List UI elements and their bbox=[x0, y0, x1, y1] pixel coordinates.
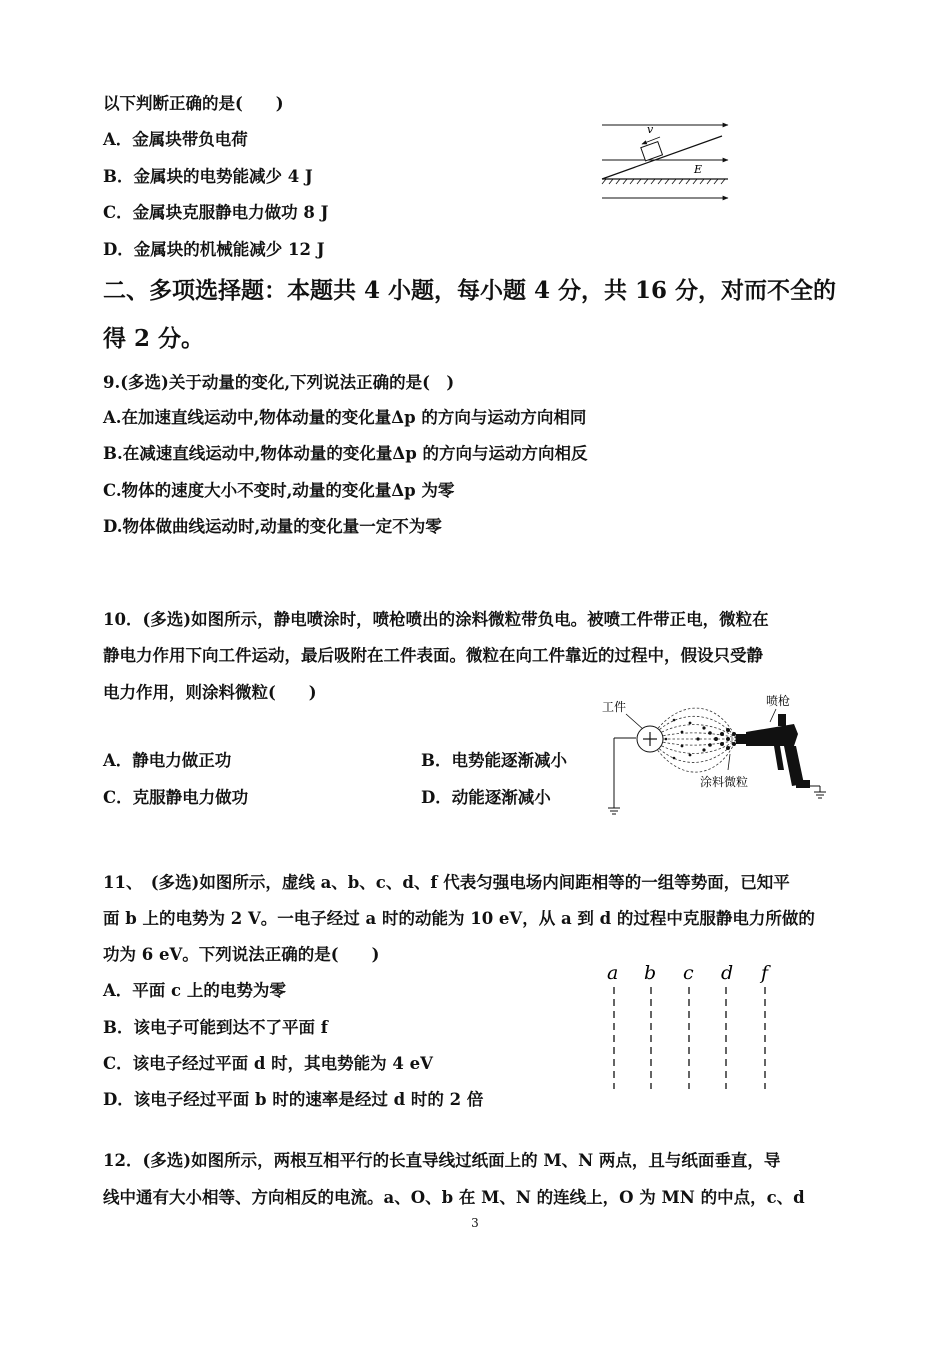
q10-option-d: D．动能逐渐减小 bbox=[421, 788, 551, 807]
q12-stem-line2: 线中通有大小相等、方向相反的电流。a、O、b 在 M、N 的连线上，O 为 MN 的中点，c、d bbox=[103, 1188, 805, 1207]
q8-incline-figure bbox=[598, 117, 733, 207]
q11-equipotential-figure bbox=[598, 955, 788, 1095]
plane-label: b bbox=[644, 962, 657, 984]
plane-label: d bbox=[721, 962, 734, 984]
page-number: 3 bbox=[471, 1216, 479, 1230]
particles-label: 涂料微粒 bbox=[700, 775, 749, 789]
gun-pointer bbox=[770, 709, 776, 722]
q10-stem-line2: 静电力作用下向工件运动，最后吸附在工件表面。微粒在向工件靠近的过程中，假设只受静 bbox=[103, 646, 763, 665]
q11-stem-line3: 功为 6 eV。下列说法正确的是( ) bbox=[103, 945, 380, 964]
q11-stem-line2: 面 b 上的电势为 2 V。一电子经过 a 时的动能为 10 eV，从 a 到 d 的过程中克服静电力所做的 bbox=[103, 909, 815, 928]
workpiece-label: 工件 bbox=[602, 700, 627, 714]
q10-option-c: C．克服静电力做功 bbox=[103, 788, 249, 807]
q11-stem-line1: 11、 (多选)如图所示，虚线 a、b、c、d、f 代表匀强电场内间距相等的一组等势面，已知平 bbox=[103, 873, 790, 892]
plane-label: c bbox=[683, 962, 694, 984]
ground-hatch bbox=[602, 179, 725, 184]
q10-option-a: A．静电力做正功 bbox=[103, 751, 232, 770]
plane-label: a bbox=[607, 962, 619, 984]
plane-label: f bbox=[761, 962, 769, 984]
q11-option-d: D．该电子经过平面 b 时的速率是经过 d 时的 2 倍 bbox=[103, 1090, 484, 1109]
q8-stem: 以下判断正确的是( ) bbox=[103, 94, 284, 113]
q8-option-b: B．金属块的电势能减少 4 J bbox=[103, 167, 313, 186]
q8-option-d: D．金属块的机械能减少 12 J bbox=[103, 240, 325, 259]
q9-option-a: A.在加速直线运动中,物体动量的变化量Δp 的方向与运动方向相同 bbox=[103, 408, 587, 427]
q10-stem-line3: 电力作用，则涂料微粒( ) bbox=[103, 683, 317, 702]
q9-option-c: C.物体的速度大小不变时,动量的变化量Δp 为零 bbox=[103, 481, 455, 500]
field-label: E bbox=[694, 163, 703, 176]
particles-pointer bbox=[728, 754, 730, 770]
q10-spray-figure bbox=[598, 690, 843, 820]
workpiece-pointer bbox=[626, 714, 644, 730]
equipotential-lines bbox=[614, 987, 765, 1089]
q12-stem-line1: 12．(多选)如图所示，两根互相平行的长直导线过纸面上的 M、N 两点，且与纸面垂直，导 bbox=[103, 1151, 781, 1170]
q9-stem: 9.(多选)关于动量的变化,下列说法正确的是( ) bbox=[103, 373, 455, 392]
q10-stem-line1: 10．(多选)如图所示，静电喷涂时，喷枪喷出的涂料微粒带负电。被喷工件带正电，微粒在 bbox=[103, 610, 769, 629]
q10-option-b: B．电势能逐渐减小 bbox=[421, 751, 567, 770]
q9-option-b: B.在减速直线运动中,物体动量的变化量Δp 的方向与运动方向相反 bbox=[103, 444, 588, 463]
incline-surface bbox=[602, 136, 722, 179]
q8-option-a: A．金属块带负电荷 bbox=[103, 130, 248, 149]
q11-option-a: A．平面 c 上的电势为零 bbox=[103, 981, 286, 1000]
section-heading-line2: 得 2 分。 bbox=[103, 325, 205, 352]
section-heading-line1: 二、多项选择题：本题共 4 小题，每小题 4 分，共 16 分，对而不全的 bbox=[103, 277, 837, 304]
q9-option-d: D.物体做曲线运动时,动量的变化量一定不为零 bbox=[103, 517, 442, 536]
velocity-label: v bbox=[647, 123, 654, 136]
gun-label: 喷枪 bbox=[766, 694, 791, 708]
q11-option-c: C．该电子经过平面 d 时，其电势能为 4 eV bbox=[103, 1054, 433, 1073]
q8-option-c: C．金属块克服静电力做功 8 J bbox=[103, 203, 329, 222]
q11-option-b: B．该电子可能到达不了平面 f bbox=[103, 1018, 328, 1037]
